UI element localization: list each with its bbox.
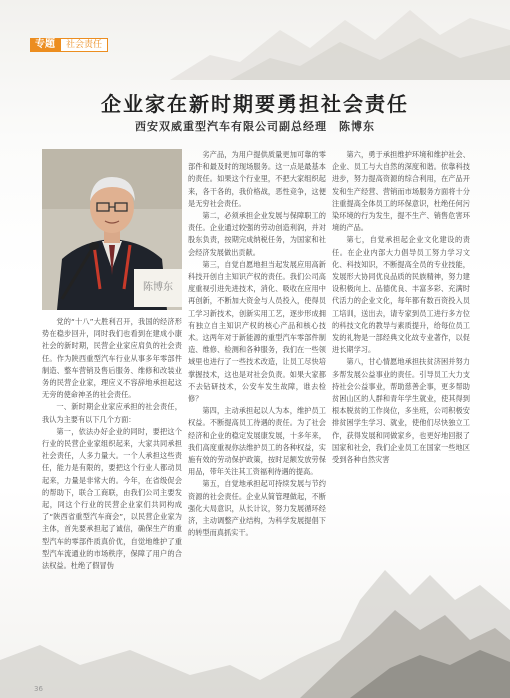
article-title: 企业家在新时期要勇担社会责任	[101, 92, 409, 116]
paragraph: 一、新时期企业家应承担的社会责任，我认为主要有以下几个方面：	[42, 402, 182, 424]
paragraph: 第三，自觉自愿地担当起发展应用高新科技开创自主知识产权的责任。我们公司高度重视引进先进技术，消化、吸收在应用中再创新，不断加大资金与人员投入，使得员工学习新技术，创新实用工艺，逐步形成拥有独立自主知识产权的核心产品和核心技术。这两年对于新能源的重型汽车零部件制造、维修、检测和各种服务，我们在一些领域里也进行了一些技术改造，让员工尽快培掌握技术，这也是对社会负责。如果大家都不去钻研技术，公安车发生故障，谁去检修？	[188, 259, 326, 404]
section-tag-main: 专题	[30, 38, 60, 52]
section-tag-sub: 社会责任	[60, 38, 108, 52]
paragraph: 第四，主动承担起以人为本，维护员工权益。不断提高员工待遇的责任。为了社会经济和企业的稳定发展康发展，十多年来，我们高度重视你法维护员工的各种权益，实施有效的劳动保护政策，按时足额发放劳保用品，带年关注其工资福利待遇的提高。	[188, 406, 326, 477]
paragraph: 第七，自觉承担起企业文化建设的责任。在企业内部大力倡导员工努力学习文化、科技知识，不断提高全员的专业技能，发展形大协同优良品质的民族精神，努力建设积极向上、品德优良、丰富多彩、充满时代活力的企业文化，每年都有数百资投入员工培训，送出去，请专家到员工进行多方位的科技文化的教导与素质提升，给每位员工发的礼物是一部经典文化故专业著作，以促进长期学习。	[332, 235, 470, 355]
paragraph: 第五，自觉地承担起可持续发展与节约资源的社会责任。企业从简管理做起，不断强化大局意识，从长计议，努力发展循环经济，主动调整产业结构，为科学发展提倡下的转型而真抓实干。	[188, 479, 326, 538]
text-column-1	[42, 316, 182, 680]
text-column-2	[188, 149, 326, 681]
text-column-3	[332, 149, 470, 529]
author-photo	[42, 149, 182, 310]
page-number: 36	[34, 685, 43, 693]
paragraph: 党的“十八”大胜利召开，我国的经济形势在稳步回升，同时我们也看到在建成小康社会的新时期，民营企业家应肩负的社会责任。作为陕西重型汽车行业从事多年零部件制造、整车营销及售后服务、维修和改装业务的民营企业家，理应义不容辞地承担起这无旁的使命神圣的社会责任。	[42, 317, 182, 400]
section-tag	[30, 38, 108, 52]
article-byline: 西安双威重型汽车有限公司副总经理 陈博东	[135, 120, 375, 133]
paragraph: 第六，勇于承担维护环境和维护社会、企业、员工与大自然的深度和谐。依靠科技进步，努力提高资源的综合利用，在产品开发和生产经营、营销而市场服务方面将十分注重提高全体员工的环保意识，杜绝任何污染环境的行为发生，提不生产、销售危害环境的产品。	[332, 150, 470, 233]
ink-mountain-top-decoration	[170, 0, 510, 80]
paragraph: 第八，甘心情愿地承担扶贫济困并努力多帮发展公益事业的责任。引导员工大力支持社会公益事业，帮助慈善企事，更多帮助贫困山区的人群和青年学生就业，使其得到根本脱贫的工作岗位，多坐班，公司积极安排贫困学生学习、就业，使他们尽快独立工作，获得发展和同做家乡，也更好地回报了国家和社会，我们企业员工在国家一些地区受到各种自然灾害	[332, 357, 470, 465]
paragraph: 第一，依法办好企业的同时，要把这个行业的民营企业家组织起来，大家共同承担社会责任，人多力量大。一个人承担这些责任，能力是有限的，要把这个行业人都动员起来，力量是非常大的。今年，在省级促会的帮助下，联合工商联，由我们公司主要发起，同这个行业的民营企业家们共同构成了“陕西省重型汽车商会”，以民营企业家为主体，首先要承担起了诚信，确保生产的重型汽车的零部件质真价优，自觉地维护了重型汽车流通业的市场秩序，保障了用户的合法权益。杜绝了假冒伪	[42, 426, 182, 571]
nameplate: 陈博东	[134, 269, 182, 307]
paragraph: 第二，必须承担企业发展与保障职工的责任。企业通过较强的劳动创造利润，并对股东负责，按期完成纳税任务，为国家和社会经济发展做出贡献。	[188, 211, 326, 257]
paragraph: 劣产品，为用户提供质量更加可靠的零部件和最及时的现场服务。这一点是最基本的责任。如果这个行业里，不把大家组织起来，各干各的，我价格战，恶性竞争，这便是无穷社会责任。	[188, 150, 326, 208]
